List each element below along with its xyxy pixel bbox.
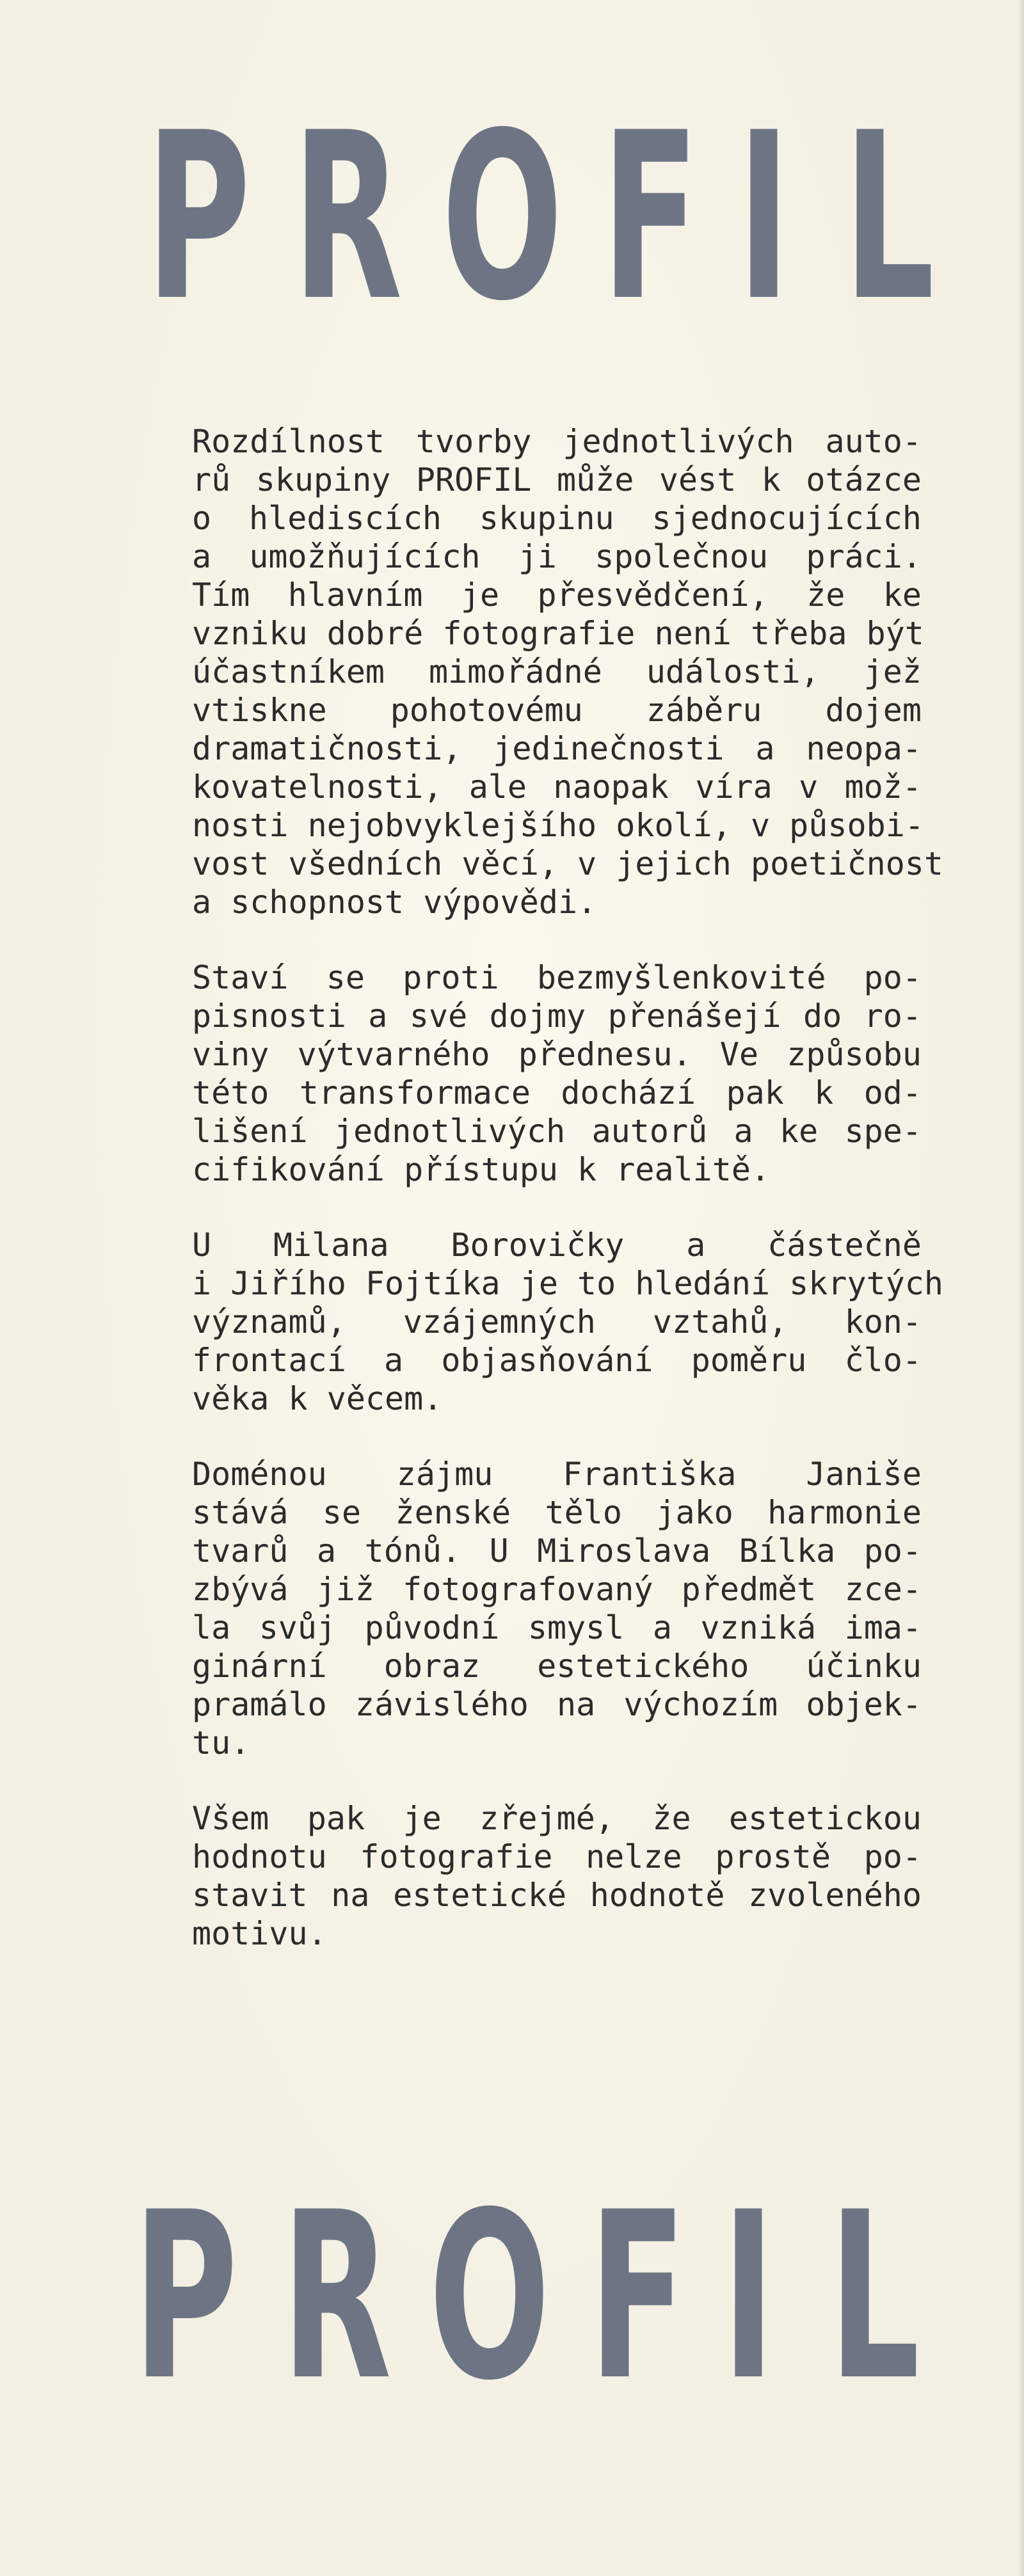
text-line: pisnosti a své dojmy přenášejí do ro- [192, 998, 922, 1035]
text-line: o hlediscích skupinu sjednocujících [192, 500, 922, 537]
text-line: stavit na estetické hodnotě zvoleného [192, 1877, 922, 1914]
masthead-letter: O [442, 83, 563, 351]
text-line: kovatelnosti, ale naopak víra v mož- [192, 768, 922, 806]
text-line: a umožňujících ji společnou práci. [192, 538, 922, 575]
masthead-letter: F [602, 83, 700, 351]
text-line: vost všedních věcí, v jejich poetičnost [192, 845, 943, 882]
text-line: U Milana Borovičky a částečně [192, 1227, 922, 1264]
text-line: lišení jednotlivých autorů a ke spe- [192, 1113, 922, 1150]
text-line: významů, vzájemných vztahů, kon- [192, 1303, 922, 1340]
masthead-letter: I [722, 2163, 776, 2431]
text-line: stává se ženské tělo jako harmonie [192, 1494, 922, 1531]
text-line: vtiskne pohotovému záběru dojem [192, 692, 922, 729]
masthead-letter: P [133, 2163, 238, 2431]
text-line: pramálo závislého na výchozím objek- [192, 1686, 922, 1723]
masthead-letter: L [844, 83, 935, 351]
text-line: tu. [192, 1724, 250, 1761]
text-line: hodnotu fotografie nelze prostě po- [192, 1838, 922, 1875]
text-line: Tím hlavním je přesvědčení, že ke [192, 576, 922, 614]
text-line: tvarů a tónů. U Miroslava Bílka po- [192, 1532, 922, 1570]
masthead-bottom [0, 2163, 1024, 2431]
text-line: účastníkem mimořádné události, jež [192, 653, 922, 690]
masthead-letter: R [282, 2163, 392, 2431]
masthead-letter: R [292, 83, 403, 351]
paragraph [192, 1226, 943, 1418]
text-line: i Jiřího Fojtíka je to hledání skrytých [192, 1265, 943, 1302]
text-line: vzniku dobré fotografie není třeba být [192, 615, 924, 652]
text-line: Doménou zájmu Františka Janiše [192, 1456, 922, 1493]
masthead-top [0, 83, 1024, 351]
paragraph [192, 422, 943, 921]
text-line: cifikování přístupu k realitě. [192, 1151, 771, 1188]
masthead-letter: F [589, 2163, 687, 2431]
text-line: motivu. [192, 1915, 327, 1952]
body-text [192, 422, 943, 1990]
text-line: věka k věcem. [192, 1380, 443, 1417]
masthead-letter: I [737, 83, 791, 351]
masthead-letter: L [829, 2163, 920, 2431]
text-line: Staví se proti bezmyšlenkovité po- [192, 959, 922, 996]
text-line: nosti nejobvyklejšího okolí, v působi- [192, 807, 924, 844]
masthead-letter: O [429, 2163, 550, 2431]
text-line: frontací a objasňování poměru člo- [192, 1342, 922, 1379]
masthead-letter: P [146, 83, 251, 351]
text-line: této transformace dochází pak k od- [192, 1074, 922, 1111]
text-line: Rozdílnost tvorby jednotlivých auto- [192, 423, 922, 460]
paragraph [192, 958, 922, 1189]
text-line: a schopnost výpovědi. [192, 884, 597, 921]
paragraph [192, 1799, 922, 1953]
paper-edge-shadow [1018, 0, 1024, 2576]
paragraph [192, 1455, 922, 1762]
text-line: viny výtvarného přednesu. Ve způsobu [192, 1036, 922, 1073]
text-line: la svůj původní smysl a vzniká ima- [192, 1609, 922, 1646]
text-line: dramatičnosti, jedinečnosti a neopa- [192, 730, 922, 767]
text-line: ginární obraz estetického účinku [192, 1648, 922, 1685]
text-line: rů skupiny PROFIL může vést k otázce [192, 461, 922, 498]
text-line: Všem pak je zřejmé, že estetickou [192, 1800, 922, 1837]
text-line: zbývá již fotografovaný předmět zce- [192, 1571, 922, 1608]
